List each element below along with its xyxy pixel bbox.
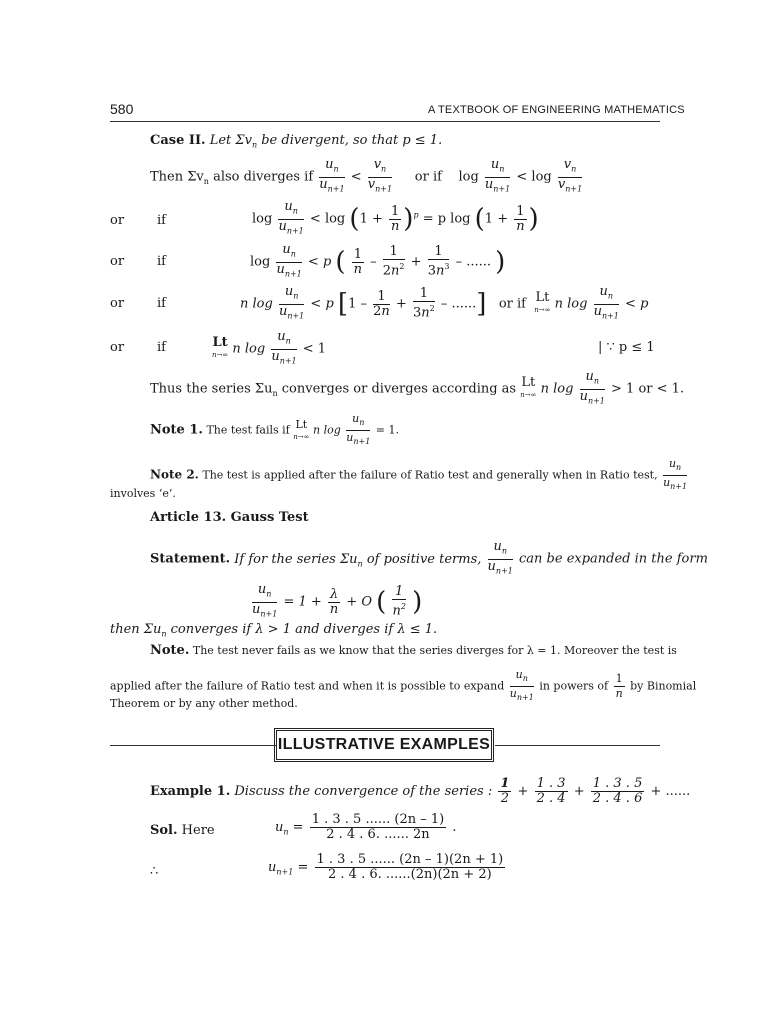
- if-label-4: if: [157, 340, 166, 355]
- note2: Note 2. The test is applied after the failure of Ratio test and generally when in Ratio test, $\frac{u_n}{u_{n+1}}$: [150, 457, 688, 492]
- gauss-statement: Statement. If for the series $\Sigma u_n$ of positive terms, $\frac{u_n}{u_{n+1}}$ can be expanded in the form: [150, 539, 708, 576]
- page-number: 580: [110, 101, 134, 117]
- example1: Example 1. Discuss the convergence of the series : $\frac{1}{2}$ + $\frac{1 . 3}{2 . 4}$ + $\frac{1 . 3 . 5}{2 . 4 . 6}$ + ......: [150, 776, 691, 806]
- gauss-conclusion: then $\Sigma u_n$ converges if λ > 1 and diverges if λ ≤ 1.: [110, 622, 438, 639]
- thus-statement: Thus the series $\Sigma u_n$ converges or diverges according as Lt n→∞ n log $\frac{u_n}{u_{n+1}}$ > 1 or < 1.: [150, 369, 685, 406]
- if-label-1: if: [157, 213, 166, 228]
- because-note: | ∵ p ≤ 1: [598, 340, 655, 355]
- header-rule: [110, 121, 660, 122]
- therefore-symbol: ∴: [150, 864, 159, 879]
- un-definition: $u_n$ = $\frac{1 . 3 . 5 ...... (2n - 1)}{2 . 4 . 6. ...... 2n}$ .: [275, 812, 457, 842]
- if-label-3: if: [157, 296, 166, 311]
- article-title: Article 13. Gauss Test: [150, 510, 309, 525]
- if-label-2: if: [157, 254, 166, 269]
- gauss-note-line-3: Theorem or by any other method.: [110, 697, 298, 710]
- equation-line-5: Lt n→∞ n log $\frac{u_n}{u_{n+1}}$ < 1: [212, 329, 327, 366]
- section-title: ILLUSTRATIVE EXAMPLES: [276, 730, 492, 760]
- equation-line-3: log $\frac{u_n}{u_{n+1}}$ < p ( $\frac{1}{n}$ – $\frac{1}{2n^2}$ + $\frac{1}{3n^3}$ – ...... ): [250, 242, 506, 279]
- running-header: A TEXTBOOK OF ENGINEERING MATHEMATICS: [428, 104, 685, 116]
- case2-heading: Case II. Let $\Sigma v_n$ be divergent, so that p ≤ 1.: [150, 133, 443, 150]
- un1-definition: $u_{n+1}$ = $\frac{1 . 3 . 5 ...... (2n - 1)(2n + 1)}{2 . 4 . 6. ......(2n)(2n + 2)}$: [268, 852, 504, 882]
- or-label-2: or: [110, 254, 125, 269]
- gauss-note-line-2: applied after the failure of Ratio test and when it is possible to expand $\frac{u_n}{u_{n+1}}$ in powers of $\frac{1}{n}$ by Binomial: [110, 668, 697, 703]
- case2-then-line: Then $\Sigma v_n$ also diverges if $\frac{u_n}{u_{n+1}}$ < $\frac{v_n}{v_{n+1}}$ or if log $\frac{u_n}{u_{n+1}}$ < log $\frac{v_n}{v_{n+1}}$: [150, 157, 583, 194]
- note2-continuation: involves ‘e’.: [110, 487, 176, 500]
- solution-label: Sol. Here: [150, 823, 215, 838]
- or-label-3: or: [110, 296, 125, 311]
- gauss-note-line-1: Note. The test never fails as we know that the series diverges for λ = 1. Moreover the test is: [150, 643, 677, 658]
- section-rule-right: [495, 745, 660, 746]
- equation-line-4: n log $\frac{u_n}{u_{n+1}}$ < p [1 – $\frac{1}{2n}$ + $\frac{1}{3n^2}$ – ......] or if Lt n→∞ n log $\frac{u_n}{u_{n+1}}$ < p: [240, 284, 649, 321]
- note1: Note 1. The test fails if Lt n→∞ n log $\frac{u_n}{u_{n+1}}$ = 1.: [150, 412, 400, 447]
- or-label-4: or: [110, 340, 125, 355]
- section-rule-left: [110, 745, 276, 746]
- or-label-1: or: [110, 213, 125, 228]
- gauss-equation: $\frac{u_n}{u_{n+1}}$ = 1 + $\frac{\lambda}{n}$ + O ( $\frac{1}{n^2}$ ): [252, 582, 423, 619]
- equation-line-2: log $\frac{u_n}{u_{n+1}}$ < log (1 + $\frac{1}{n}$ )$^p$ = p log (1 + $\frac{1}{n}$ ): [252, 199, 539, 236]
